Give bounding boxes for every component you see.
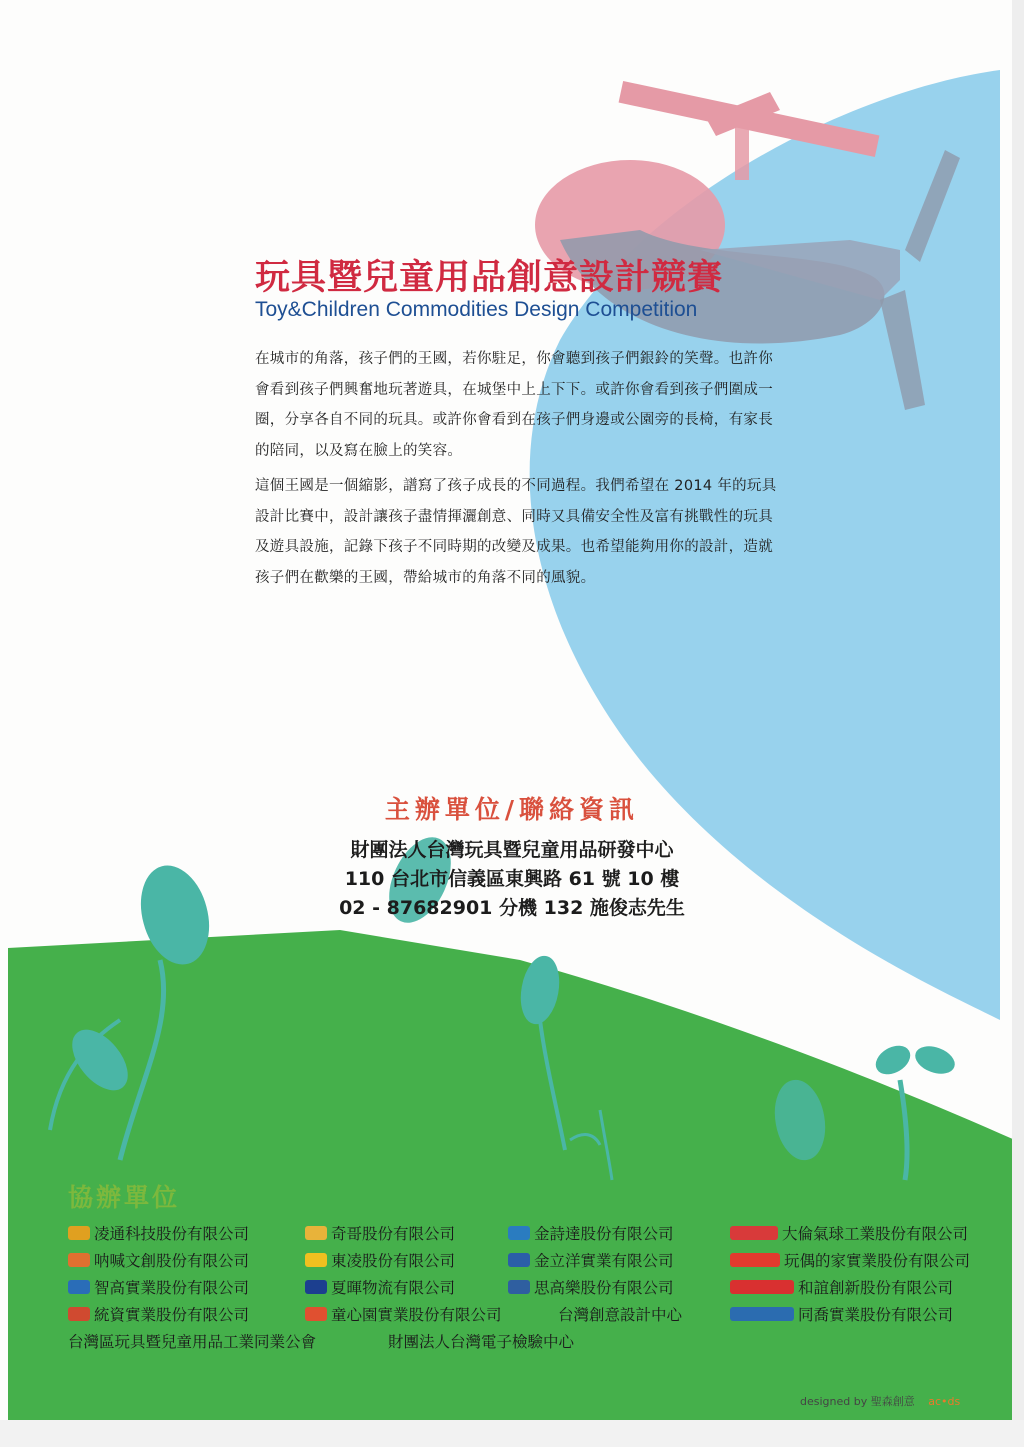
organizer-phone: 02 - 87682901 分機 132 施俊志先生 <box>339 897 685 919</box>
competition-title-zh: 玩具暨兒童用品創意設計競賽 <box>255 258 724 298</box>
sponsor-item <box>68 1276 249 1298</box>
sponsor-name: 玩偶的家實業股份有限公司 <box>784 1252 971 1270</box>
contact-heading: 主辦單位/聯絡資訊 <box>384 795 640 824</box>
sponsor-name: 統資實業股份有限公司 <box>94 1306 250 1324</box>
competition-title-en: Toy&Children Commodities Design Competition <box>255 298 698 321</box>
sponsor-logo-icon <box>68 1253 90 1267</box>
sponsor-logo-icon <box>730 1226 778 1240</box>
organizer-address: 110 台北市信義區東興路 61 號 10 樓 <box>344 868 680 890</box>
sponsor-logo-icon <box>68 1226 90 1240</box>
sponsor-name: 思高樂股份有限公司 <box>534 1279 674 1297</box>
sponsor-name: 大倫氣球工業股份有限公司 <box>782 1225 969 1243</box>
sponsor-logo-icon <box>305 1253 327 1267</box>
sponsor-name: 同喬實業股份有限公司 <box>798 1306 954 1324</box>
sponsor-item <box>730 1303 953 1325</box>
sponsor-logo-icon <box>508 1280 530 1294</box>
sponsor-name: 凌通科技股份有限公司 <box>94 1225 250 1243</box>
sponsor-name: 智高實業股份有限公司 <box>94 1279 250 1297</box>
sponsor-name: 童心園實業股份有限公司 <box>331 1306 502 1324</box>
sponsor-name: 東凌股份有限公司 <box>331 1252 456 1270</box>
sponsor-item <box>558 1303 682 1325</box>
sponsor-item <box>388 1330 574 1352</box>
sponsor-logo-icon <box>305 1280 327 1294</box>
sponsor-item <box>305 1303 502 1325</box>
sponsor-name: 金立洋實業有限公司 <box>534 1252 674 1270</box>
sponsor-logo-icon <box>730 1253 780 1267</box>
sponsors-title: 協辦單位 <box>68 1183 181 1212</box>
sponsor-item <box>508 1276 674 1298</box>
credit-brand-logo: ac•ds <box>928 1395 961 1408</box>
sponsor-item <box>730 1222 968 1244</box>
sponsor-logo-icon <box>730 1307 794 1321</box>
sponsor-item <box>730 1249 970 1271</box>
design-credit <box>800 1393 960 1409</box>
sponsor-name: 奇哥股份有限公司 <box>331 1225 456 1243</box>
organizer-name: 財團法人台灣玩具暨兒童用品研發中心 <box>350 839 674 861</box>
sponsor-name: 金詩達股份有限公司 <box>534 1225 674 1243</box>
sponsor-name: 台灣區玩具暨兒童用品工業同業公會 <box>68 1333 317 1351</box>
sponsor-item <box>305 1222 455 1244</box>
intro-paragraph-2: 這個王國是一個縮影，譜寫了孩子成長的不同過程。我們希望在 2014 年的玩具設計比賽中，設計讓孩子盡情揮灑創意、同時又具備安全性及富有挑戰性的玩具及遊具設施，記錄下孩子不同時期的改變及成果。也希望能夠用你的設計，造就孩子們在歡樂的王國，帶給城市的角落不同的風貌。 <box>255 478 777 586</box>
sponsor-logo-icon <box>508 1226 530 1240</box>
sponsor-item <box>68 1222 249 1244</box>
sponsor-item <box>508 1222 674 1244</box>
sponsor-name: 和誼創新股份有限公司 <box>798 1279 954 1297</box>
sponsor-item <box>508 1249 674 1271</box>
sponsor-item <box>305 1249 455 1271</box>
sponsor-logo-icon <box>730 1280 794 1294</box>
credit-label: designed by <box>800 1395 868 1408</box>
sponsor-item <box>730 1276 953 1298</box>
sponsor-logo-icon <box>305 1226 327 1240</box>
sponsor-name: 夏暉物流有限公司 <box>331 1279 456 1297</box>
sponsor-item <box>68 1303 249 1325</box>
credit-studio: 聖森創意 <box>870 1395 915 1408</box>
sponsor-item <box>68 1330 316 1352</box>
sponsor-item <box>305 1276 455 1298</box>
sponsor-item <box>68 1249 249 1271</box>
sponsor-name: 呐喊文創股份有限公司 <box>94 1252 250 1270</box>
sponsor-name: 台灣創意設計中心 <box>558 1306 683 1324</box>
sponsor-logo-icon <box>68 1307 90 1321</box>
sponsor-logo-icon <box>305 1307 327 1321</box>
sponsor-name: 財團法人台灣電子檢驗中心 <box>388 1333 575 1351</box>
intro-paragraph-1: 在城市的角落，孩子們的王國，若你駐足，你會聽到孩子們銀鈴的笑聲。也許你會看到孩子們興奮地玩著遊具，在城堡中上上下下。或許你會看到孩子們圍成一圈，分享各自不同的玩具。或許你會看到在孩子們身邊或公園旁的長椅，有家長的陪同，以及寫在臉上的笑容。 <box>255 351 773 459</box>
sponsor-logo-icon <box>508 1253 530 1267</box>
sponsor-logo-icon <box>68 1280 90 1294</box>
